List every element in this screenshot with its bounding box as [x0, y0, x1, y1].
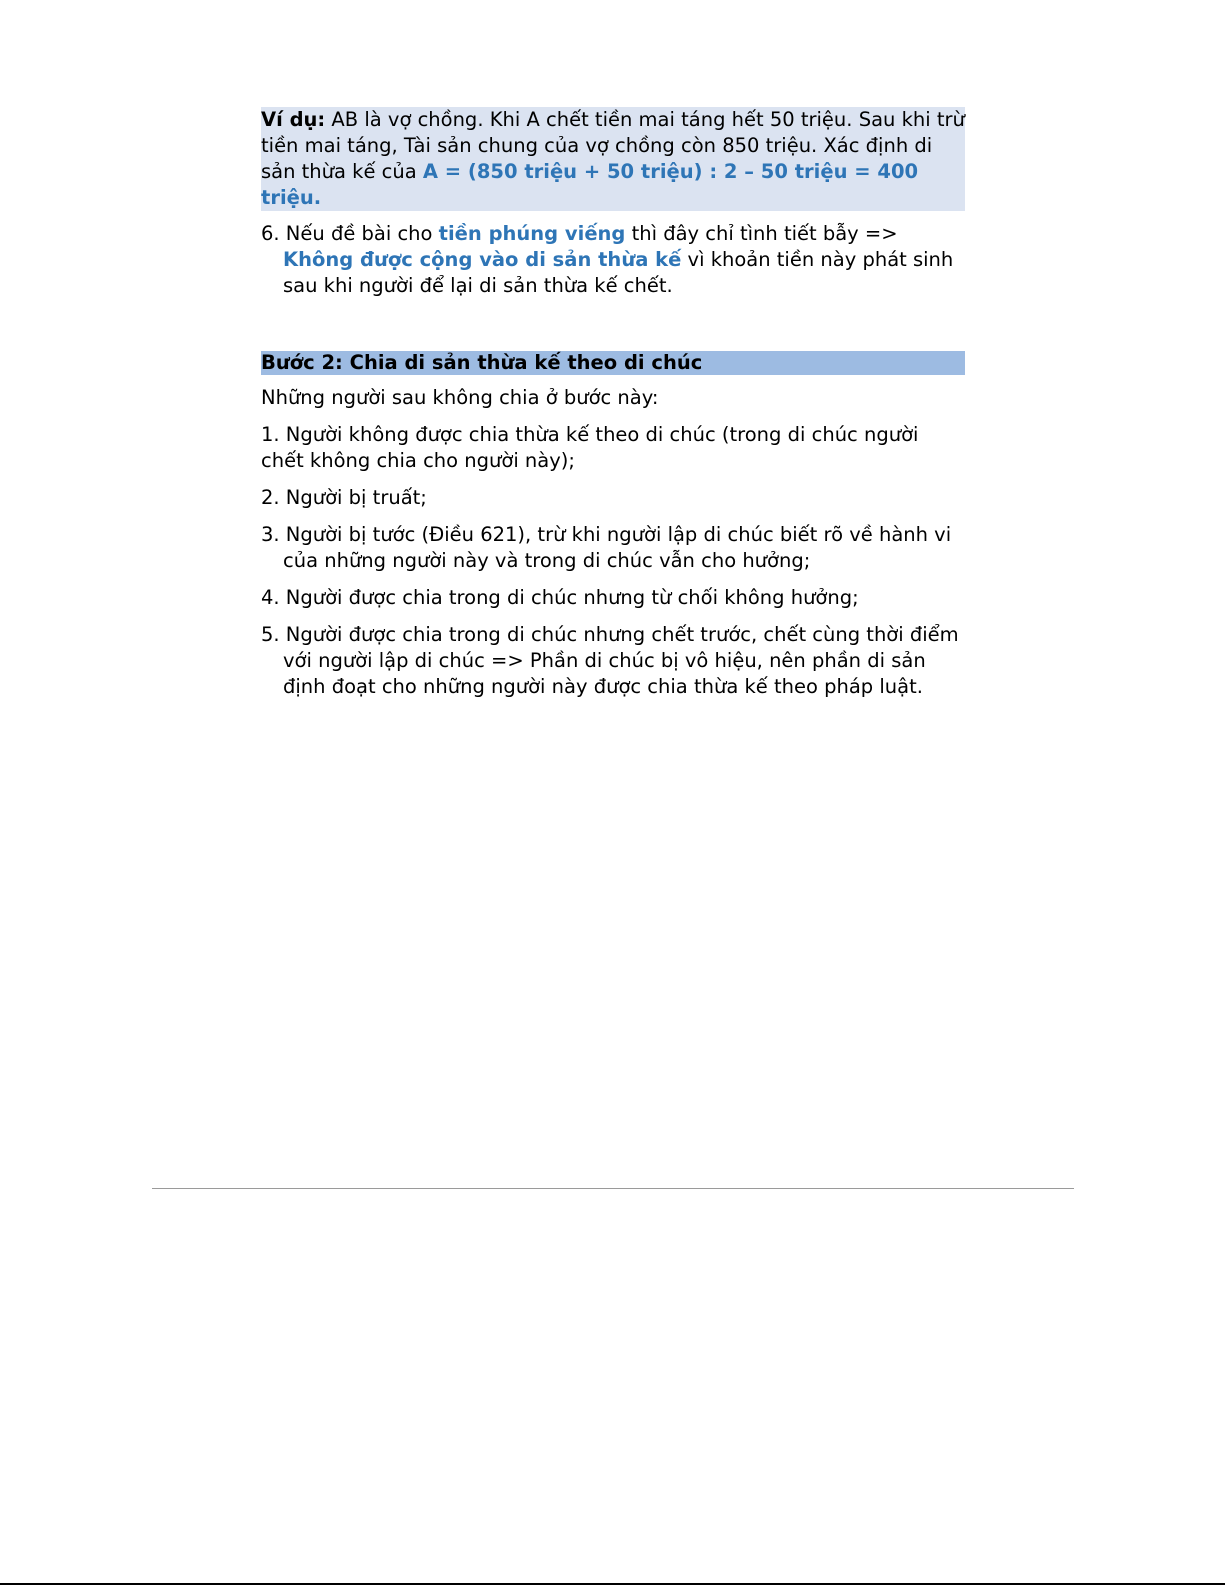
item6-middle: thì đây chỉ tình tiết bẫy => — [625, 222, 898, 245]
example-formula: A = (850 triệu + 50 triệu) : 2 – 50 triệu = 400 triệu. — [261, 160, 919, 209]
step2-item-3: 3. Người bị tước (Điều 621), trừ khi người lập di chúc biết rõ về hành vi của những người này và trong di chúc vẫn cho hưởng; — [261, 523, 952, 572]
item6-highlight-not-added: Không được cộng vào di sản thừa kế — [283, 248, 682, 271]
list-item-6 — [261, 221, 965, 299]
step2-item-2: 2. Người bị truất; — [261, 486, 427, 509]
example-box — [261, 107, 965, 211]
item6-highlight-condolence-money: tiền phúng viếng — [438, 222, 626, 245]
step2-item-1: 1. Người không được chia thừa kế theo di chúc (trong di chúc người chết không chia cho người này); — [261, 423, 919, 472]
item6-suffix: vì khoản tiền này phát sinh sau khi người để lại di sản thừa kế chết. — [283, 248, 954, 297]
page-footer-divider — [152, 1188, 1074, 1189]
item6-prefix: 6. Nếu đề bài cho — [261, 222, 439, 245]
step2-intro: Những người sau không chia ở bước này: — [261, 386, 659, 409]
step2-item-5: 5. Người được chia trong di chúc nhưng chết trước, chết cùng thời điểm với người lập di chúc => Phần di chúc bị vô hiệu, nên phần di sản định đoạt cho những người này được chia thừa kế theo pháp luật. — [261, 623, 959, 698]
example-label: Ví dụ: — [261, 108, 326, 131]
document-body — [261, 107, 965, 711]
step2-item-4: 4. Người được chia trong di chúc nhưng từ chối không hưởng; — [261, 586, 859, 609]
example-text: AB là vợ chồng. Khi A chết tiền mai táng hết 50 triệu. Sau khi trừ tiền mai táng, Tài sản chung của vợ chồng còn 850 triệu. Xác định di sản thừa kế của — [261, 108, 965, 183]
step2-heading: Bước 2: Chia di sản thừa kế theo di chúc — [261, 351, 965, 375]
